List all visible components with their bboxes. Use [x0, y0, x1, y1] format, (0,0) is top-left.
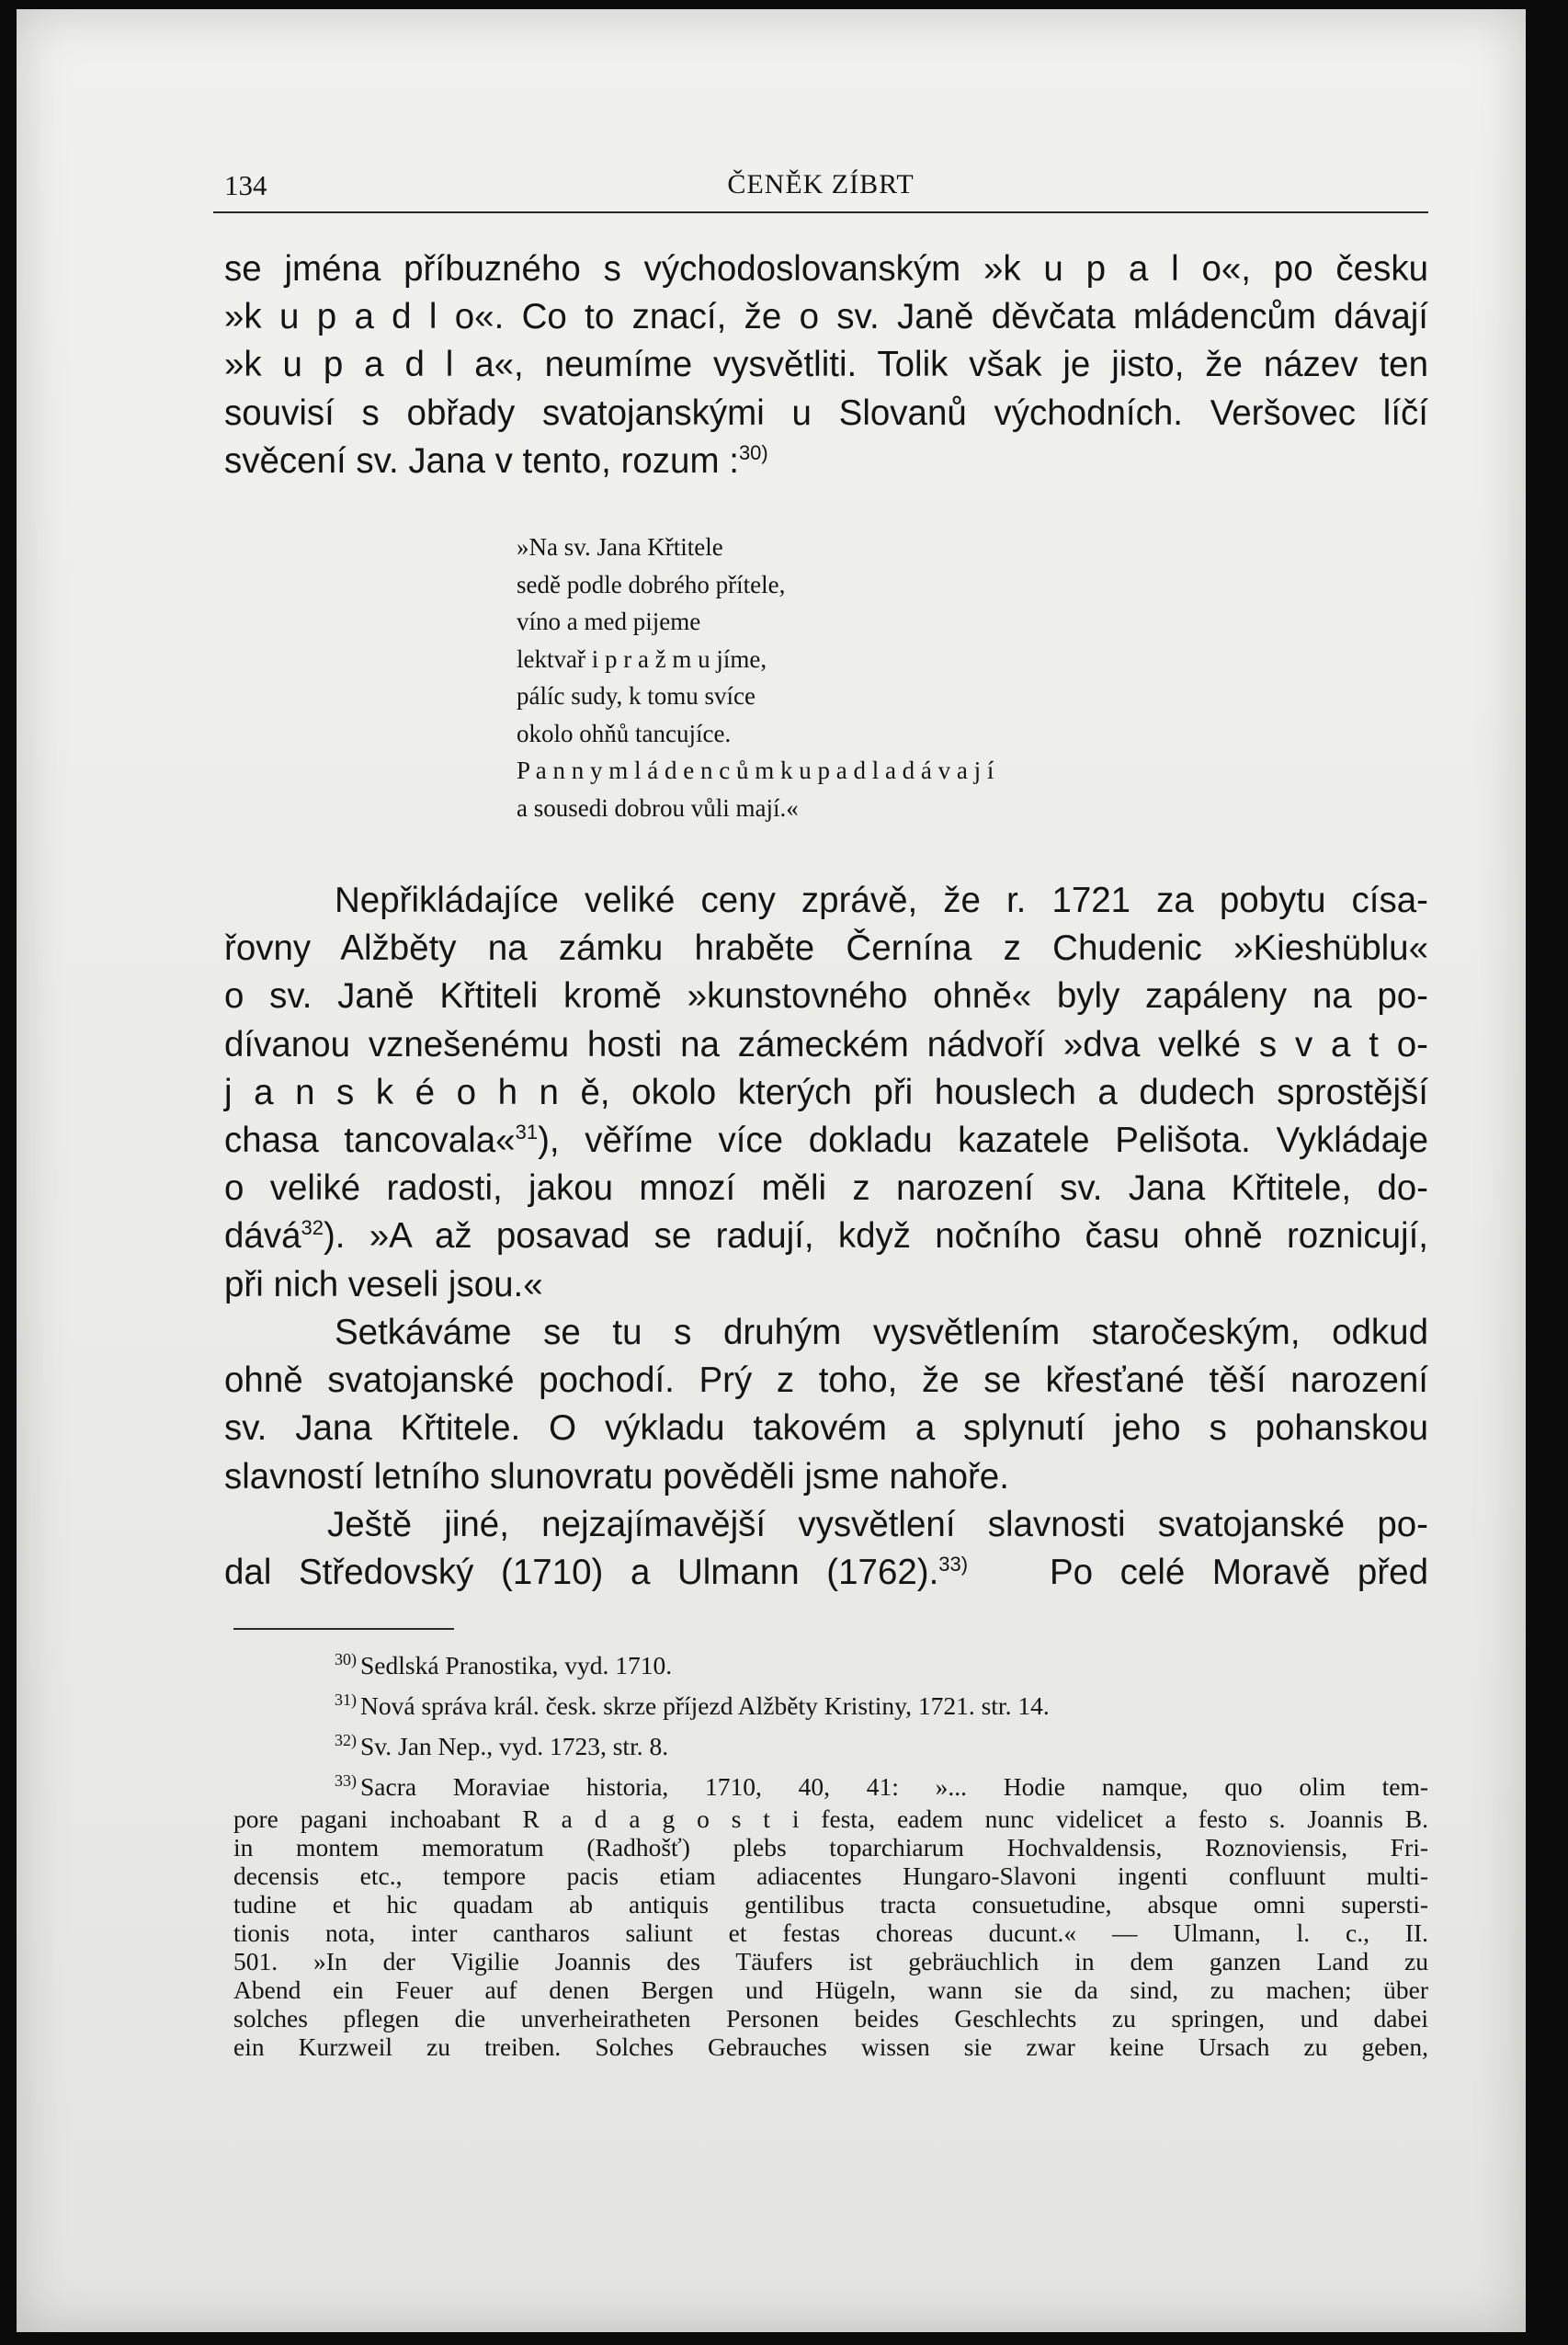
text-line: dívanou vznešenému hosti na zámeckém nádvoří »dva velké s v a t o-	[224, 1024, 1428, 1064]
text-line: o sv. Janě Křtiteli kromě »kunstovného ohně« byly zapáleny na po-	[224, 976, 1428, 1017]
text-line: dává$^{32}$). »A až posavad se radují, když nočního času ohně roznicují,	[224, 1216, 1428, 1257]
footnote-30: $^{30)}$ Sedlská Pranostika, vyd. 1710.	[335, 1649, 673, 1679]
page-header	[213, 165, 1428, 213]
footnote-33-line: tionis nota, inter cantharos saliunt et festas choreas ducunt.« — Ulmann, l. c., II.	[233, 1918, 1428, 1947]
paragraph-1	[224, 877, 1428, 1309]
footnote-31: $^{31)}$ Nová správa král. česk. skrze příjezd Alžběty Kristiny, 1721. str. 14.	[335, 1690, 1050, 1720]
footnote-33-line: ein Kurzweil zu treiben. Solches Gebrauches wissen sie zwar keine Ursach zu geben,	[233, 2032, 1428, 2061]
text-line: se jména příbuzného s východoslovanským »k u p a l o«, po česku	[224, 249, 1428, 289]
footnote-32: $^{32)}$ Sv. Jan Nep., vyd. 1723, str. 8.	[335, 1730, 669, 1760]
paragraph-3	[224, 1501, 1428, 1597]
paragraph-2	[224, 1309, 1428, 1501]
footnote-separator	[233, 1628, 454, 1630]
footnote-33-line: 501. »In der Vigilie Joannis des Täufers ist gebräuchlich in dem ganzen Land zu	[233, 1947, 1428, 1975]
footnote-ref: 30)	[738, 440, 768, 464]
text-line: Setkáváme se tu s druhým vysvětlením staročeským, odkud	[335, 1313, 1428, 1352]
poem-line: pálíc sudy, k tomu svíce	[517, 682, 756, 710]
text-line: řovny Alžběty na zámku hraběte Černína z Chudenic »Kieshüblu«	[224, 928, 1428, 969]
intro-paragraph	[224, 245, 1428, 485]
page-number: 134	[224, 169, 267, 201]
footnote-33-line: in montem memoratum (Radhošť) plebs toparchiarum Hochvaldensis, Roznoviensis, Fri-	[233, 1833, 1428, 1861]
footnote-ref: 33)	[938, 1553, 969, 1577]
footnote-33-line: Abend ein Feuer auf denen Bergen und Hügeln, wann sie da sind, zu machen; über	[233, 1975, 1428, 2004]
poem-line: sedě podle dobrého přítele,	[517, 570, 786, 598]
footnote-33-line: decensis etc., tempore pacis etiam adiacentes Hungaro-Slavoni ingenti confluunt multi-	[233, 1861, 1428, 1890]
text-line: o veliké radosti, jakou mnozí měli z narození sv. Jana Křtitele, do-	[224, 1168, 1428, 1209]
text-line: dal Středovský (1710) a Ulmann (1762).$^{33)}$ Po celé Moravě před	[224, 1553, 1428, 1593]
poem-line: P a n n y m l á d e n c ů m k u p a d l a d á v a j í	[517, 757, 994, 784]
footnote-33: $^{33)}$ Sacra Moraviae historia, 1710, 40, 41: »... Hodie namque, quo olim tem-	[335, 1770, 1428, 1801]
footnote-ref: 31	[515, 1121, 539, 1144]
book-page	[17, 9, 1526, 2332]
footnote-33-line: pore pagani inchoabant R a d a g o s t i festa, eadem nunc videlicet a festo s. Joannis B.	[233, 1804, 1428, 1833]
text-line: slavností letního slunovratu pověděli jsme nahoře.	[224, 1456, 1009, 1497]
text-line: svěcení sv. Jana v tento, rozum :$^{30)}$	[224, 440, 768, 481]
poem-line: »Na sv. Jana Křtitele	[517, 533, 723, 561]
poem-line: víno a med pijeme	[517, 608, 701, 635]
text-line: Nepřikládajíce veliké ceny zprávě, že r. 1721 za pobytu císa-	[335, 881, 1428, 920]
text-line: j a n s k é o h n ě, okolo kterých při houslech a dudech sprostější	[224, 1072, 1428, 1112]
poem-quote	[517, 529, 1215, 826]
text-line: »k u p a d l a«, neumíme vysvětliti. Tolik však je jisto, že název ten	[224, 345, 1428, 385]
spaced-word: s v a t o-	[1258, 1024, 1428, 1064]
text-line: chasa tancovala«$^{31}$), věříme více dokladu kazatele Pelišota. Vykládaje	[224, 1120, 1428, 1160]
footnote-33-line: solches pflegen die unverheiratheten Personen beides Geschlechts zu springen, und dabei	[233, 2004, 1428, 2032]
text-line: sv. Jana Křtitele. O výkladu takovém a splynutí jeho s pohanskou	[224, 1408, 1428, 1449]
poem-line: lektvař i p r a ž m u jíme,	[517, 644, 767, 673]
poem-line: a sousedi dobrou vůli mají.«	[517, 793, 799, 822]
footnote-ref: 32	[301, 1216, 324, 1240]
footnote-33-line: tudine et hic quadam ab antiquis gentilibus tracta consuetudine, absque omni supersti-	[233, 1890, 1428, 1918]
text-line: »k u p a d l o«. Co to znací, že o sv. Janě děvčata mládencům dávají	[224, 297, 1428, 337]
text-line: při nich veseli jsou.«	[224, 1264, 543, 1304]
text-line: Ještě jiné, nejzajímavější vysvětlení slavnosti svatojanské po-	[327, 1505, 1428, 1544]
footnotes	[233, 1648, 1428, 2061]
running-title: ČENĚK ZÍBRT	[727, 169, 915, 199]
poem-line: okolo ohňů tancujíce.	[517, 719, 732, 747]
text-line: ohně svatojanské pochodí. Prý z toho, že se křesťané těší narození	[224, 1360, 1428, 1401]
text-line: souvisí s obřady svatojanskými u Slovanů východních. Veršovec líčí	[224, 393, 1428, 433]
